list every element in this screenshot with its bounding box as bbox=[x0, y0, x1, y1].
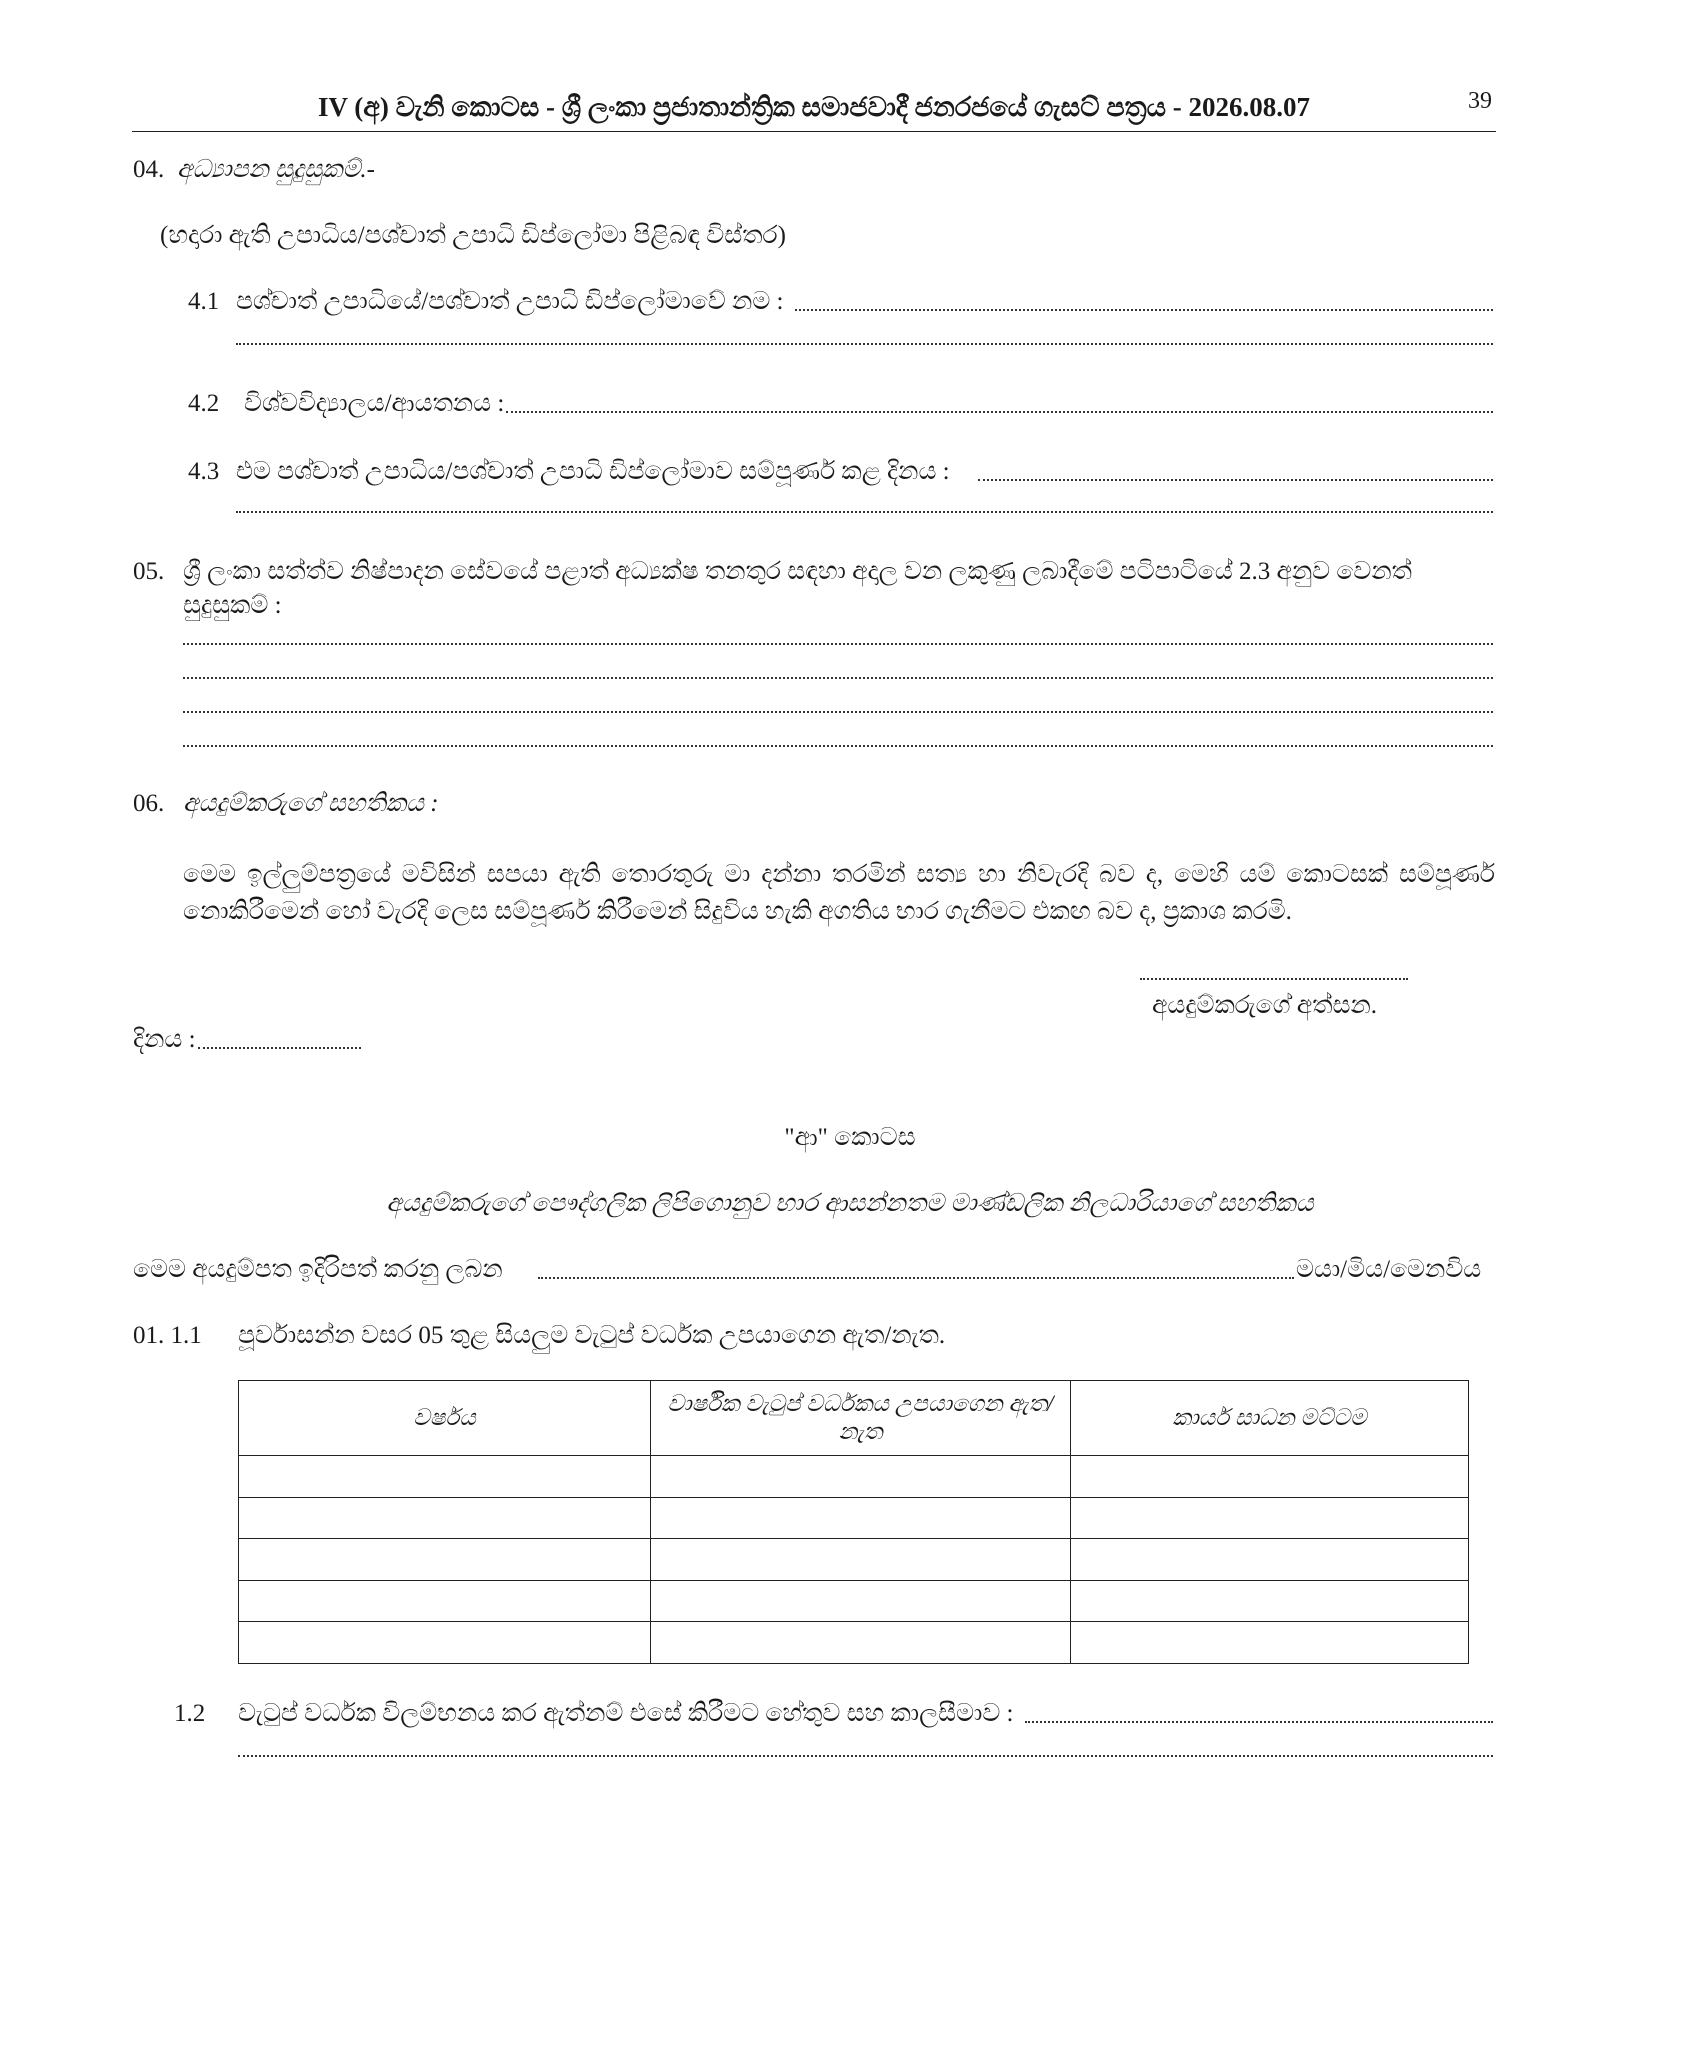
section-04-number: 04. bbox=[133, 156, 165, 183]
table-header-row bbox=[239, 1381, 1469, 1456]
declaration-paragraph: මෙම ඉල්ලුම්පත්‍රයේ මවිසින් සපයා ඇති තොරතුරු මා දන්නා තරමින් සත්‍ය හා නිවැරදි බව ද, මෙහි යම් කොටසක් සම්පූර්ණ නොකිරීමෙන් හෝ වැරදි ලෙස සම්පූර්ණ කිරීමෙන් සිදුවිය හැකි අගතිය භාර ගැනීමට එකඟ බව ද, ප්‍රකාශ කරමි. bbox=[183, 861, 1495, 925]
table-cell[interactable] bbox=[1071, 1456, 1469, 1498]
column-header-performance: කාර්ය සාධන මට්ටම bbox=[1071, 1381, 1469, 1456]
part-b-intro-suffix: මයා/මිය/මෙනවිය bbox=[1296, 1256, 1482, 1283]
table-cell[interactable] bbox=[239, 1539, 651, 1581]
section-05-fill-line-2[interactable] bbox=[183, 677, 1493, 679]
item-4-2-label: විශ්වවිද්‍යාලය/ආයතනය : bbox=[244, 390, 505, 417]
header-title: IV (අ) වැනි කොටස - ශ්‍රී ලංකා ප්‍රජාතාන්ත්‍රික සමාජවාදී ජනරජයේ ගැසට් පත්‍රය - bbox=[318, 92, 1182, 122]
header-rule bbox=[132, 131, 1496, 132]
item-4-3-label: එම පශ්චාත් උපාධිය/පශ්චාත් උපාධි ඩිප්ලෝමාව සම්පූර්ණ කළ දිනය : bbox=[236, 458, 950, 485]
section-05-fill-line-1[interactable] bbox=[183, 643, 1493, 645]
table-cell[interactable] bbox=[239, 1497, 651, 1539]
table-cell[interactable] bbox=[651, 1456, 1071, 1498]
header-date: 2026.08.07 bbox=[1188, 92, 1310, 122]
table-cell[interactable] bbox=[651, 1622, 1071, 1664]
table-row bbox=[239, 1580, 1469, 1622]
table-cell[interactable] bbox=[239, 1456, 651, 1498]
question-1-2-number: 1.2 bbox=[174, 1700, 206, 1727]
section-05-number: 05. bbox=[133, 558, 165, 585]
signature-label: අයදුම්කරුගේ අත්සන. bbox=[1152, 992, 1378, 1019]
question-1-2-text: වැටුප් වර්ධක විලම්භනය කර ඇත්නම් එසේ කිරීමට හේතුව සහ කාලසීමාව : bbox=[238, 1700, 1014, 1727]
table-cell[interactable] bbox=[1071, 1580, 1469, 1622]
section-05-text-line1: ශ්‍රී ලංකා සත්ත්ව නිෂ්පාදන සේවයේ පළාත් අධ්‍යක්ෂ තනතුර සඳහා අදාල වන ලකුණු ලබාදීමේ පටිපාටියේ 2.3 අනුව වෙනත් bbox=[183, 558, 1412, 585]
item-4-3-fill-line-2[interactable] bbox=[236, 511, 1493, 513]
column-header-increment: වාර්ෂික වැටුප් වර්ධකය උපයාගෙන ඇත/නැත bbox=[651, 1381, 1071, 1456]
table-cell[interactable] bbox=[1071, 1539, 1469, 1581]
signature-line[interactable] bbox=[1140, 978, 1408, 980]
item-4-3-number: 4.3 bbox=[188, 458, 220, 485]
section-05-fill-line-4[interactable] bbox=[183, 745, 1493, 747]
date-label: දිනය : bbox=[133, 1026, 196, 1053]
question-1-2-fill-line-2[interactable] bbox=[238, 1755, 1493, 1757]
section-04-subtitle: (හදාරා ඇති උපාධිය/පශ්චාත් උපාධි ඩිප්ලෝමා පිළිබඳ විස්තර) bbox=[160, 222, 786, 249]
item-4-1-fill-line-2[interactable] bbox=[236, 343, 1493, 345]
table-cell[interactable] bbox=[239, 1622, 651, 1664]
item-4-2-fill-line[interactable] bbox=[506, 411, 1493, 413]
table-row bbox=[239, 1456, 1469, 1498]
item-4-1-number: 4.1 bbox=[188, 288, 220, 315]
item-4-3-fill-line[interactable] bbox=[978, 479, 1493, 481]
item-4-1-label: පශ්චාත් උපාධියේ/පශ්චාත් උපාධි ඩිප්ලෝමාවේ නම : bbox=[236, 288, 784, 315]
page-number: 39 bbox=[1468, 88, 1492, 114]
part-b-heading: "ආ" කොටස bbox=[784, 1124, 916, 1151]
question-1-1-number: 01. 1.1 bbox=[133, 1322, 202, 1349]
question-1-1-text: පූර්වාසන්න වසර 05 තුළ සියලුම වැටුප් වර්ධක උපයාගෙන ඇත/නැත. bbox=[238, 1322, 946, 1349]
table-row bbox=[239, 1539, 1469, 1581]
table-cell[interactable] bbox=[651, 1580, 1071, 1622]
table-cell[interactable] bbox=[651, 1497, 1071, 1539]
table-cell[interactable] bbox=[1071, 1497, 1469, 1539]
table-cell[interactable] bbox=[651, 1539, 1071, 1581]
section-06-number: 06. bbox=[133, 790, 165, 817]
column-header-year: වර්ෂය bbox=[239, 1381, 651, 1456]
table-row bbox=[239, 1622, 1469, 1664]
section-05-fill-line-3[interactable] bbox=[183, 711, 1493, 713]
increment-table bbox=[238, 1380, 1469, 1664]
applicant-name-fill-line[interactable] bbox=[538, 1277, 1294, 1279]
part-b-subheading: අයදුම්කරුගේ පෞද්ගලික ලිපිගොනුව භාර ආසන්නතම මාණ්ඩලික නිලධාරියාගේ සහතිකය bbox=[386, 1190, 1314, 1217]
section-06-title: අයදුම්කරුගේ සහතිකය : bbox=[183, 790, 439, 817]
date-fill-line[interactable] bbox=[198, 1047, 361, 1049]
section-04-title: අධ්‍යාපන සුදුසුකම්.- bbox=[177, 156, 375, 183]
section-05-text-line2: සුදුසුකම් : bbox=[183, 592, 282, 619]
item-4-1-fill-line[interactable] bbox=[795, 309, 1493, 311]
part-b-intro-prefix: මෙම අයදුම්පත ඉදිරිපත් කරනු ලබන bbox=[133, 1256, 503, 1283]
question-1-2-fill-line[interactable] bbox=[1025, 1721, 1493, 1723]
page-header bbox=[318, 92, 1310, 124]
table-row bbox=[239, 1497, 1469, 1539]
table-cell[interactable] bbox=[1071, 1622, 1469, 1664]
table-cell[interactable] bbox=[239, 1580, 651, 1622]
item-4-2-number: 4.2 bbox=[188, 390, 220, 417]
